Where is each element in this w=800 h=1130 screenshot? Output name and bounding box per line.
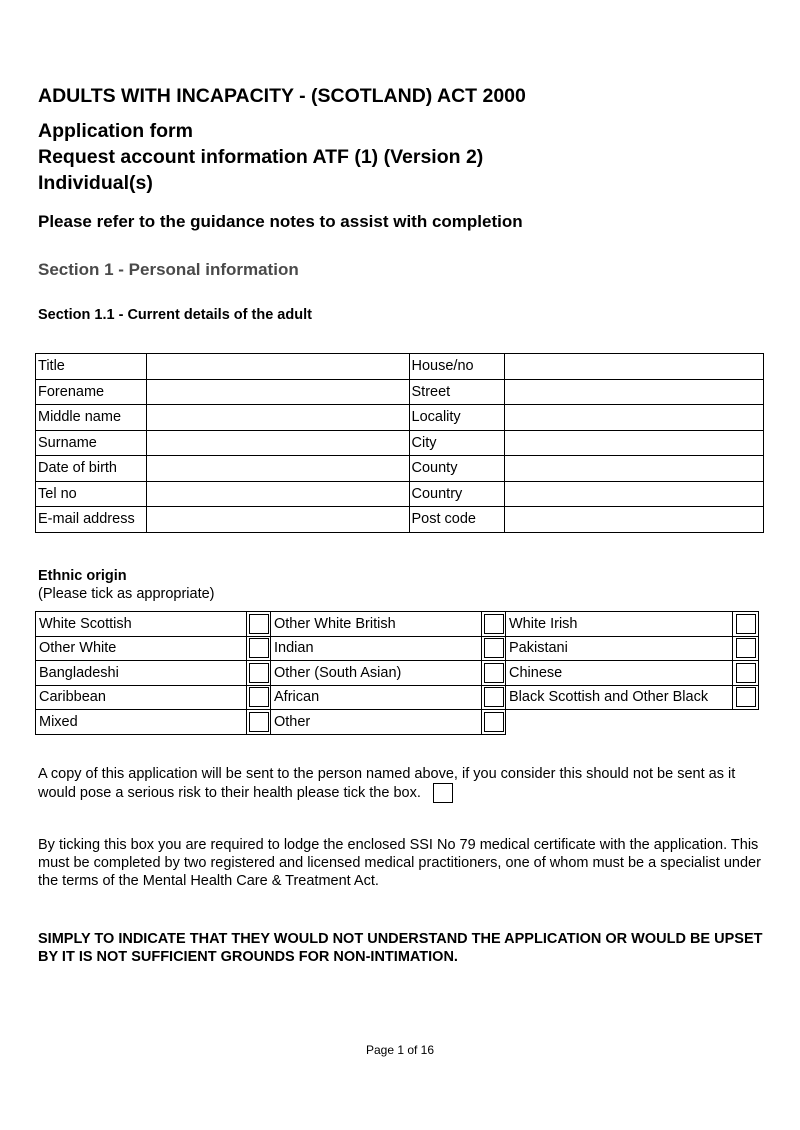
county-input[interactable] [505,456,764,482]
middle-name-input[interactable] [146,405,409,431]
ethnic-option-label: Other White [36,636,247,661]
page-number: Page 1 of 16 [365,1043,435,1057]
caribbean-checkbox[interactable] [249,687,269,707]
field-label: House/no [409,354,505,380]
ethnic-option-label: Other [271,710,482,735]
surname-input[interactable] [146,430,409,456]
ethnic-origin-instruction: (Please tick as appropriate) [38,586,215,602]
chinese-checkbox[interactable] [736,663,756,683]
details-row [36,405,764,431]
white-scottish-checkbox[interactable] [249,614,269,634]
field-label: E-mail address [36,507,147,533]
ethnic-row [36,685,759,710]
form-title-line-3: Individual(s) [38,172,153,194]
street-input[interactable] [505,379,764,405]
field-label: Middle name [36,405,147,431]
pakistani-checkbox[interactable] [736,638,756,658]
post-code-input[interactable] [505,507,764,533]
form-title [38,118,483,196]
subsection-title: Section 1.1 - Current details of the adult [38,307,312,323]
details-row [36,456,764,482]
other-white-checkbox[interactable] [249,638,269,658]
field-label: Date of birth [36,456,147,482]
locality-input[interactable] [505,405,764,431]
non-intimation-checkbox[interactable] [433,783,453,803]
country-input[interactable] [505,481,764,507]
ethnic-option-label: African [271,685,482,710]
ethnic-option-label: White Irish [506,612,733,637]
warning-notice: SIMPLY TO INDICATE THAT THEY WOULD NOT UNDERSTAND THE APPLICATION OR WOULD BE UPSET BY IT IS NOT SUFFICIENT GROUNDS FOR NON-INTIMATION. [38,931,763,965]
mixed-checkbox[interactable] [249,712,269,732]
act-title: ADULTS WITH INCAPACITY - (SCOTLAND) ACT 2000 [38,85,526,107]
field-label: Post code [409,507,505,533]
field-label: Country [409,481,505,507]
date-of-birth-input[interactable] [146,456,409,482]
ethnic-option-label: Pakistani [506,636,733,661]
details-row [36,430,764,456]
black-scottish-checkbox[interactable] [736,687,756,707]
certificate-notice: By ticking this box you are required to lodge the enclosed SSI No 79 medical certificate with the application. This must be completed by two registered and licensed medical practitioners, one of whom must be a specialist under the terms of the Mental Health Care & Treatment Act. [38,837,761,889]
field-label: Title [36,354,147,380]
bangladeshi-checkbox[interactable] [249,663,269,683]
field-label: Street [409,379,505,405]
forename-input[interactable] [146,379,409,405]
ethnic-option-label: White Scottish [36,612,247,637]
ethnic-row [36,661,759,686]
details-row [36,481,764,507]
ethnic-option-label: Bangladeshi [36,661,247,686]
city-input[interactable] [505,430,764,456]
ethnic-option-label: Mixed [36,710,247,735]
field-label: County [409,456,505,482]
ethnic-option-label: Other White British [271,612,482,637]
ethnic-origin-heading [38,567,215,603]
ethnic-option-label: Indian [271,636,482,661]
email-input[interactable] [146,507,409,533]
other-white-british-checkbox[interactable] [484,614,504,634]
field-label: Surname [36,430,147,456]
form-title-line-1: Application form [38,120,193,142]
ethnic-origin-title: Ethnic origin [38,568,127,584]
ethnic-option-label: Black Scottish and Other Black [506,685,733,710]
ethnic-row [36,636,759,661]
ethnic-origin-table [35,611,759,735]
details-row [36,507,764,533]
ethnic-row [36,612,759,637]
other-south-asian-checkbox[interactable] [484,663,504,683]
ethnic-option-label: Caribbean [36,685,247,710]
details-row [36,379,764,405]
other-checkbox[interactable] [484,712,504,732]
details-row [36,354,764,380]
african-checkbox[interactable] [484,687,504,707]
tel-no-input[interactable] [146,481,409,507]
indian-checkbox[interactable] [484,638,504,658]
form-title-line-2: Request account information ATF (1) (Version 2) [38,146,484,168]
adult-details-table [35,353,764,533]
guidance-text: Please refer to the guidance notes to assist with completion [38,212,523,231]
ethnic-option-label: Other (South Asian) [271,661,482,686]
title-input[interactable] [146,354,409,380]
copy-notice [38,765,758,803]
white-irish-checkbox[interactable] [736,614,756,634]
house-no-input[interactable] [505,354,764,380]
copy-notice-text: A copy of this application will be sent to the person named above, if you consider this should not be sent as it would pose a serious risk to their health please tick the box. [38,766,736,801]
ethnic-row [36,710,759,735]
field-label: City [409,430,505,456]
ethnic-option-label: Chinese [506,661,733,686]
field-label: Forename [36,379,147,405]
section-title: Section 1 - Personal information [38,260,299,279]
field-label: Tel no [36,481,147,507]
field-label: Locality [409,405,505,431]
